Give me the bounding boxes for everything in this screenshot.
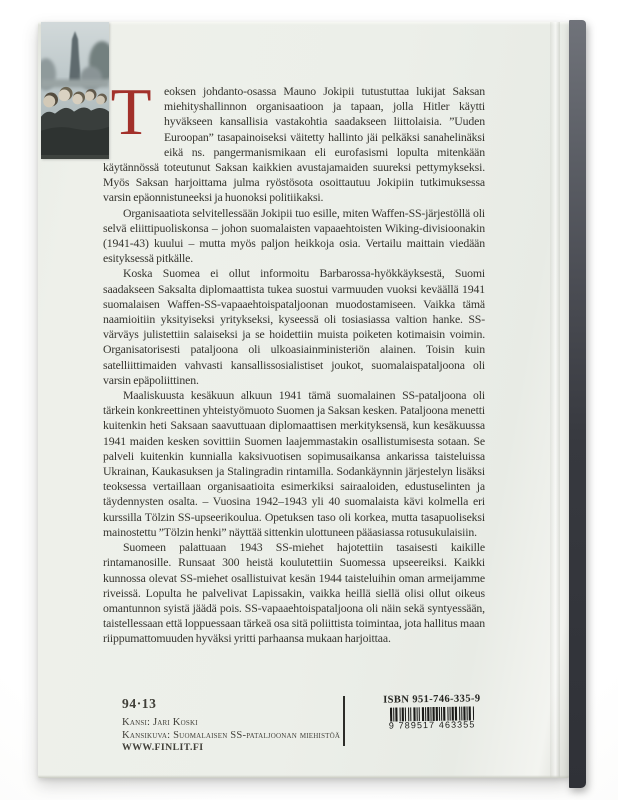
cover-photo-credit: Kansikuva: Suomalaisen SS-pataljoonan miehistöä — [122, 729, 341, 741]
barcode-digits: 9 789517 463355 — [388, 719, 476, 731]
publisher-website: WWW.FINLIT.FI — [122, 742, 204, 753]
blurb-paragraph-1-text: eoksen johdanto-osassa Mauno Jokipii tutustuttaa lukijat Saksan miehityshallinnon organisaatioon ja tapaan, jolla Hitler käytti hyväkseen kansallisia vastakohtia saadakseen liittolaisia. ”Uuden Euroopan” tasapainoiseksi väitetty hallinto jäi pelkäksi sanahelinäksi eikä ns. pangermanismikaan eli eurofasismi lopulta mitenkään käytännössä toteutunut Saksan kaikkien avustajamaiden suureksi pettymykseksi. Myös Saksan harjoittama julma ryöstösota osoittautuu Jokipiin tutkimuksessa varsin epäonnistuneeksi ja huonoksi politiikaksi. — [103, 84, 485, 205]
photo-horizon — [41, 79, 109, 87]
blurb-paragraph-3: Koska Suomea ei ollut informoitu Barbarossa-hyökkäyksestä, Suomi saadakseen Saksalta diplomaattista tukea suostui varmuuden vuoksi keväällä 1941 suomalaisen Waffen-SS-vapaaehtoispataljoonan muodostamiseen. Vaikka tämä naamioitiin yksityiseksi yritykseksi, kyseessä oli tosiasiassa valtion hanke. SS-värväys julistettiin salaiseksi ja se hoidettiin muista poiketen kotimaisin voimin. Organisatorisesti pataljoona oli ulkoasiainministeriön alainen. Toisin kuin satelliittimaiden vahvasti kansallissosialistiset joukot, suomalaispataljoona oli varsin epäpoliittinen. — [103, 266, 485, 387]
credits-block — [122, 696, 340, 755]
blurb-paragraph-4: Maaliskuusta kesäkuun alkuun 1941 tämä suomalainen SS-pataljoona oli tärkein konkreettinen yhteistyömuoto Suomen ja Saksan kesken. Pataljoona menetti kuitenkin heti Saksaan saavuttuaan diplomaattisen merkityksensä, kun kesäkuussa 1941 maiden kesken sovittiin Suomen laajemmastakin osallistumisesta sotaan. Se palveli kuitenkin kunnialla kaksivuotisen sopimusaikansa ankarissa taisteluissa Ukrainan, Kaukasuksen ja Stalingradin rintamilla. Sodankäynnin järjestelyn lisäksi teoksessa vertaillaan organisaatioita esimerkiksi sairaaloiden, edustuselinten ja täydennysten osalta. – Vuosina 1942–1943 yli 40 suomalaista kävi kolmella eri kurssilla Tölzin SS-upseerikoulua. Opetuksen taso oli korkea, mutta tasapuoliseksi mainostettu ”Tölzin henki” näyttää sittenkin ulottuneen pääasiassa rotusukulaisiin. — [103, 388, 485, 539]
book-spine-edge — [569, 20, 586, 788]
back-cover-blurb — [103, 75, 485, 647]
blurb-paragraph-5: Suomeen palattuaan 1943 SS-miehet hajotettiin tasaisesti kaikille rintamanosille. Runsaat 300 heistä koulutettiin Suomessa upseereiksi. Kaikki kunnossa olevat SS-miehet osallistuivat kesän 1944 taisteluihin oman armeijamme riveissä. Lopulta he palvelivat Lapissakin, vaikka heillä siellä olisi ollut oikeus omantunnon syistä jäädä pois. SS-vapaaehtoispataljoona oli näin sekä syntyessään, taistellessaan että loppuessaan tärkeä osa sitä poliittista toimintaa, jota hallitus maan riippumattomuuden hyväksi yritti parhaansa mukaan harjoittaa. — [103, 540, 485, 646]
cover-hinge-crease — [550, 22, 560, 778]
cover-photo-soldiers — [41, 22, 109, 159]
cover-designer-credit: Kansi: Jari Koski — [122, 717, 198, 728]
book-back-cover — [38, 22, 570, 778]
catalog-code: 94·13 — [122, 696, 157, 711]
isbn-number: ISBN 951-746-335-9 — [383, 693, 481, 706]
credits-isbn-divider — [343, 696, 345, 746]
photo-uniform-shading — [41, 127, 109, 159]
blurb-paragraph-1 — [103, 75, 485, 206]
photo-bottom-edge — [41, 155, 109, 159]
drop-cap-letter: T — [110, 75, 152, 149]
isbn-block — [366, 693, 498, 731]
blurb-paragraph-2: Organisaatiota selvitellessään Jokipii tuo esille, miten Waffen-SS-järjestöllä oli selvä eliittipuoliskonsa – johon suomalaisten vapaaehtoisten Wiking-divisioonakin (1941-43) kuului – mutta myös paljon heikkoja osia. Vertailu maittain viedään esityksessä pitkälle. — [103, 205, 485, 266]
